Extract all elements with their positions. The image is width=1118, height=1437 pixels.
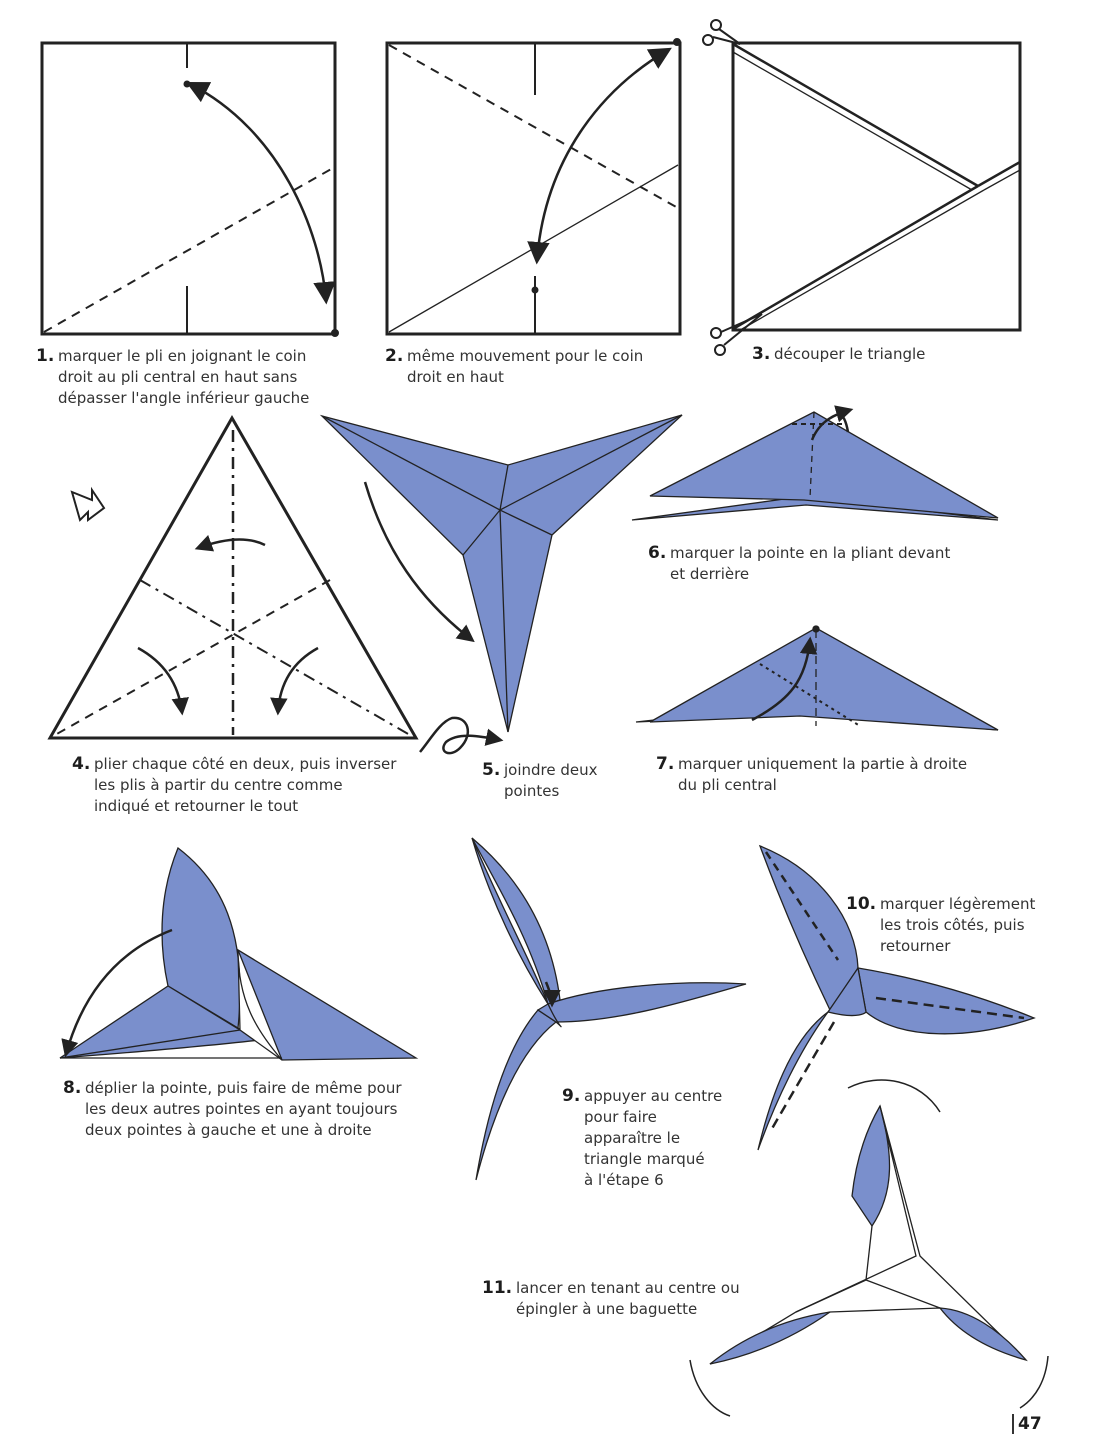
caption-line: joindre deux bbox=[504, 761, 598, 779]
scissors-icon bbox=[703, 20, 740, 45]
caption-line: droit au pli central en haut sans bbox=[58, 368, 298, 386]
step-1-caption bbox=[36, 346, 310, 409]
step-2-caption bbox=[385, 346, 644, 388]
caption-line: pour faire bbox=[584, 1108, 657, 1126]
step-3-caption bbox=[752, 344, 926, 365]
caption-line: marquer uniquement la partie à droite bbox=[678, 755, 968, 773]
step-number: 3. bbox=[752, 344, 771, 364]
step-number: 6. bbox=[648, 543, 667, 563]
step-8-caption bbox=[63, 1078, 402, 1141]
step-number: 2. bbox=[385, 346, 404, 366]
caption-line: retourner bbox=[880, 937, 951, 955]
caption-line: les deux autres pointes en ayant toujours bbox=[85, 1100, 398, 1118]
step-11-diagram bbox=[690, 1080, 1048, 1416]
caption-line: marquer légèrement bbox=[880, 895, 1036, 913]
turn-over-arrow-icon bbox=[72, 490, 104, 520]
caption-line: et derrière bbox=[670, 565, 750, 583]
step-number: 4. bbox=[72, 754, 91, 774]
caption-line: pointes bbox=[504, 782, 560, 800]
step-7-caption bbox=[656, 754, 968, 796]
step-5-caption bbox=[482, 760, 598, 802]
step-4-caption bbox=[72, 754, 397, 817]
step-6-diagram bbox=[632, 410, 998, 520]
caption-line: droit en haut bbox=[407, 368, 504, 386]
caption-line: appuyer au centre bbox=[584, 1087, 723, 1105]
caption-line: à l'étape 6 bbox=[584, 1171, 664, 1189]
caption-line: plier chaque côté en deux, puis inverser bbox=[94, 755, 397, 773]
step-7-diagram bbox=[636, 626, 998, 730]
caption-line: épingler à une baguette bbox=[516, 1300, 698, 1318]
caption-line: marquer la pointe en la pliant devant bbox=[670, 544, 951, 562]
step-number: 9. bbox=[562, 1086, 581, 1106]
step-9-caption bbox=[562, 1086, 723, 1191]
step-4-diagram bbox=[50, 418, 416, 738]
step-2-diagram bbox=[387, 39, 681, 335]
caption-line: indiqué et retourner le tout bbox=[94, 797, 299, 815]
step-10-diagram bbox=[758, 846, 1034, 1150]
step-number: 1. bbox=[36, 346, 55, 366]
page-number: 47 bbox=[1012, 1414, 1042, 1434]
caption-line: marquer le pli en joignant le coin bbox=[58, 347, 307, 365]
caption-line: même mouvement pour le coin bbox=[407, 347, 644, 365]
caption-line: apparaître le bbox=[584, 1129, 681, 1147]
step-number: 5. bbox=[482, 760, 501, 780]
caption-line: triangle marqué bbox=[584, 1150, 705, 1168]
caption-line: les trois côtés, puis bbox=[880, 916, 1025, 934]
step-8-diagram bbox=[60, 848, 416, 1060]
step-6-caption bbox=[648, 543, 951, 585]
caption-line: les plis à partir du centre comme bbox=[94, 776, 343, 794]
step-3-diagram bbox=[703, 20, 1020, 355]
caption-line: du pli central bbox=[678, 776, 777, 794]
step-number: 8. bbox=[63, 1078, 82, 1098]
caption-line: deux pointes à gauche et une à droite bbox=[85, 1121, 372, 1139]
step-10-caption bbox=[846, 894, 1036, 957]
step-number: 11. bbox=[482, 1278, 513, 1298]
caption-line: dépasser l'angle inférieur gauche bbox=[58, 389, 310, 407]
step-11-caption bbox=[482, 1278, 740, 1320]
caption-line: déplier la pointe, puis faire de même pour bbox=[85, 1079, 402, 1097]
step-number: 7. bbox=[656, 754, 675, 774]
step-number: 10. bbox=[846, 894, 877, 914]
step-1-diagram bbox=[42, 43, 339, 337]
caption-line: lancer en tenant au centre ou bbox=[516, 1279, 740, 1297]
caption-line: découper le triangle bbox=[774, 345, 926, 363]
